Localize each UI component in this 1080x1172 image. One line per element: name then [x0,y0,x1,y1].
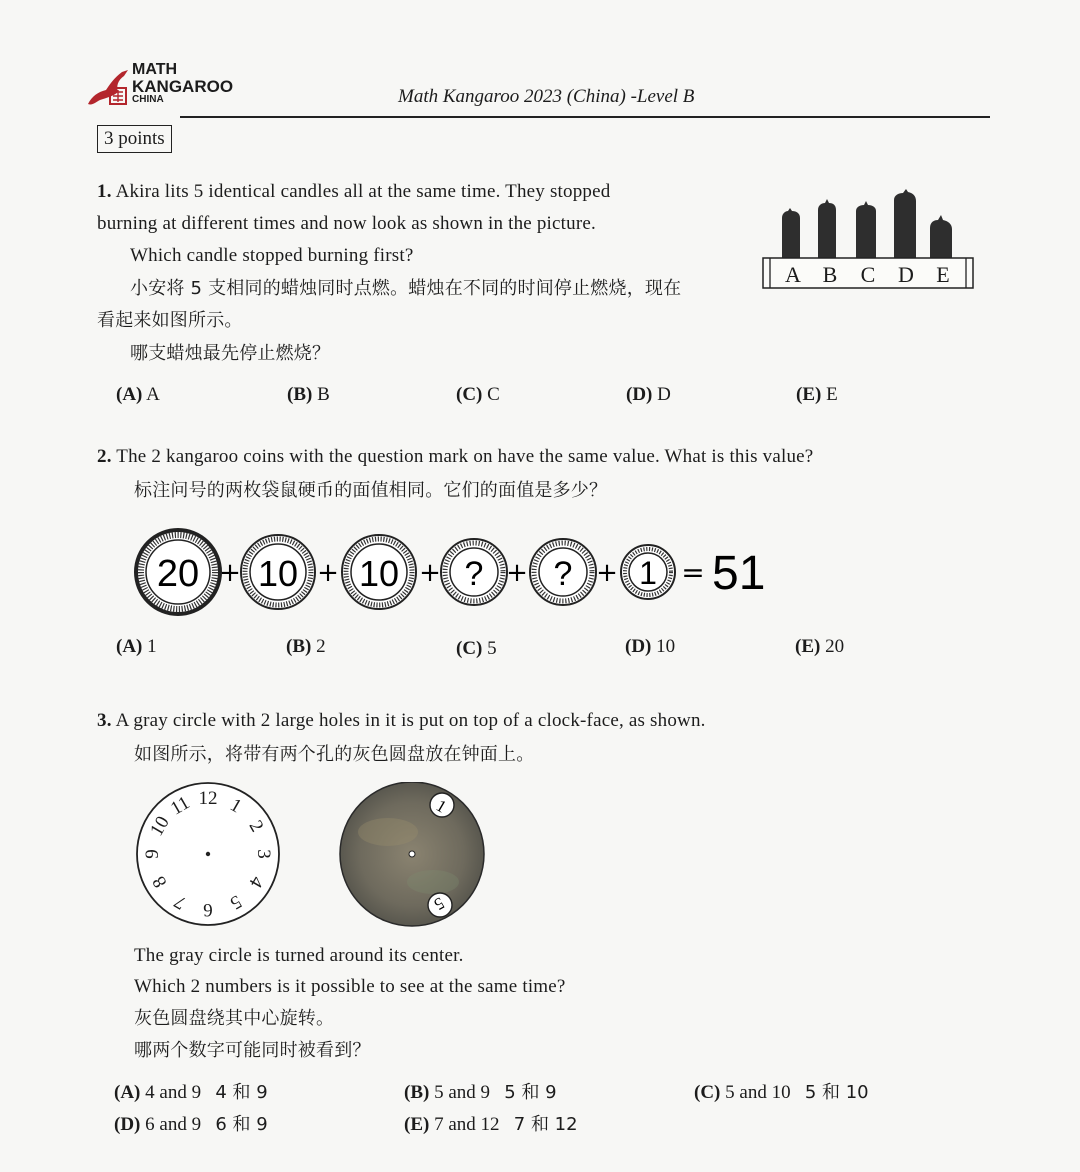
disc-center-dot [409,851,415,857]
coin-10-a-label: 10 [257,553,299,594]
q3-number: 3. [97,710,112,731]
clock-number-3: 3 [253,849,274,859]
candle-label-a: A [785,262,801,287]
q1-number: 1. [97,181,112,202]
logo-text-china: CHINA [132,94,164,105]
option-letter: (E) [796,384,822,405]
q1-option-b[interactable] [287,384,330,406]
option-value-cn: 6 和 9 [215,1114,268,1135]
q1-sentence-1: Akira lits 5 identical candles all at the same time. They stopped [115,181,611,202]
option-value-cn: 7 和 12 [513,1114,578,1135]
option-value-cn: 5 和 9 [504,1082,557,1103]
clock-face [134,782,284,928]
option-letter: (C) [694,1082,721,1103]
candle-a [782,208,800,258]
q1-option-a[interactable] [116,384,160,406]
option-value: 5 [487,638,497,659]
hole-1-number: 1 [432,795,450,817]
option-value: E [826,384,838,405]
coin-question-a [441,539,507,605]
clock-number-12: 12 [198,788,218,809]
q2-option-e[interactable] [795,636,844,658]
coin-1-label: 1 [639,555,657,591]
option-value: D [657,384,671,405]
coin-20-label: 20 [156,553,200,595]
option-letter: (D) [114,1114,141,1135]
coin-10-b-label: 10 [358,553,400,594]
plus-sign: + [419,558,441,588]
option-value: 1 [147,636,157,657]
option-value: 4 and 9 [145,1082,202,1103]
hole-5 [428,893,452,917]
q1-option-e[interactable] [796,384,838,406]
candle-b [818,199,836,258]
plus-sign: + [506,558,528,588]
option-value: 10 [656,636,676,657]
option-letter: (A) [116,636,143,657]
option-letter: (C) [456,384,483,405]
option-value: B [317,384,330,405]
candles-figure [762,186,974,292]
hole-1 [430,793,454,817]
candle-e [930,215,952,258]
option-value-cn: 4 和 9 [215,1082,268,1103]
gray-disc [338,782,488,930]
sum-result: 51 [712,547,766,600]
option-value: C [487,384,500,405]
q2-number: 2. [97,446,112,467]
q2-text [97,441,813,473]
option-value: 5 and 10 [725,1082,791,1103]
plus-sign: + [317,558,339,588]
q1-option-d[interactable] [626,384,671,406]
q3-sentence: A gray circle with 2 large holes in it is put on top of a clock-face, as shown. [115,710,706,731]
option-value-cn: 5 和 10 [804,1082,869,1103]
q1-cn-line2: 看起来如图所示。 [97,310,243,331]
candle-d [894,189,916,258]
option-letter: (E) [404,1114,430,1135]
q1-question: Which candle stopped burning first? [130,245,414,266]
option-value: 7 and 12 [434,1114,500,1135]
option-letter: (C) [456,638,483,659]
q3-option-a[interactable] [114,1078,268,1104]
clock-number-4: 4 [244,872,268,892]
plus-sign: + [219,558,241,588]
q3-text [97,705,706,737]
q3-option-b[interactable] [404,1078,557,1104]
option-letter: (B) [286,636,312,657]
candle-label-c: C [860,262,876,287]
clock-number-5: 5 [226,890,246,914]
clock-center-dot [206,852,210,856]
q1-text-line1 [97,176,610,208]
option-value: 5 and 9 [434,1082,491,1103]
q2-option-c[interactable] [456,638,497,660]
option-letter: (B) [404,1082,430,1103]
option-value: 2 [316,636,326,657]
q3-option-e[interactable] [404,1110,578,1136]
q2-option-a[interactable] [116,636,157,658]
candle-label-d: D [898,262,914,287]
option-value: 6 and 9 [145,1114,202,1135]
coin-10-b [342,535,416,609]
candle-c [856,201,876,258]
candle-label-e: E [936,262,950,287]
option-letter: (A) [116,384,143,405]
coin-question-b-label: ? [553,555,573,593]
equals-sign: = [681,556,705,589]
clock-number-2: 2 [244,816,268,836]
option-letter: (D) [625,636,652,657]
q2-option-b[interactable] [286,636,326,658]
page-title: Math Kangaroo 2023 (China) -Level B [398,86,695,107]
q3-option-c[interactable] [694,1078,869,1104]
clock-number-8: 8 [148,872,172,892]
header-rule [180,116,990,118]
kangaroo-logo-icon [84,66,132,108]
clock-number-11: 11 [167,792,194,820]
q2-option-d[interactable] [625,636,675,658]
clock-number-6: 6 [203,899,213,920]
coin-question-a-label: ? [464,555,484,593]
option-letter: (D) [626,384,653,405]
coin-equation [130,526,780,618]
q1-option-c[interactable] [456,384,500,406]
q1-cn-question: 哪支蜡烛最先停止燃烧？ [130,343,331,364]
coin-1 [621,545,675,599]
q1-text-line2: burning at different times and now look as shown in the picture. [97,213,596,234]
plus-sign: + [596,558,618,588]
option-letter: (B) [287,384,313,405]
clock-number-9: 9 [142,849,163,859]
coin-20 [136,530,220,614]
q1-cn-line1: 小安将 5 支相同的蜡烛同时点燃。蜡烛在不同的时间停止燃烧，现在 [130,278,682,299]
clock-number-7: 7 [170,890,190,914]
q3-option-d[interactable] [114,1110,268,1136]
q2-sentence: The 2 kangaroo coins with the question mark on have the same value. What is this value? [116,446,814,467]
option-letter: (E) [795,636,821,657]
logo-text-math: MATH [132,61,178,78]
logo [84,61,234,108]
points-badge: 3 points [97,125,172,153]
q3-cn: 如图所示，将带有两个孔的灰色圆盘放在钟面上。 [134,744,535,765]
logo-text-kangaroo: KANGAROO [132,77,234,96]
option-letter: (A) [114,1082,141,1103]
coin-question-b [530,539,596,605]
option-value: A [146,384,160,405]
q3-cn-b: 哪两个数字可能同时被看到？ [134,1040,371,1061]
clock-number-1: 1 [226,794,246,818]
q3-line-b: Which 2 numbers is it possible to see at the same time? [134,976,566,997]
q3-line-a: The gray circle is turned around its center. [134,945,464,966]
coin-10-a [241,535,315,609]
clock-number-10: 10 [146,812,174,840]
option-value: 20 [825,636,845,657]
q2-cn: 标注问号的两枚袋鼠硬币的面值相同。它们的面值是多少？ [134,480,608,501]
candle-label-b: B [822,262,838,287]
hole-5-number: 5 [430,893,448,915]
q3-cn-a: 灰色圆盘绕其中心旋转。 [134,1008,335,1029]
